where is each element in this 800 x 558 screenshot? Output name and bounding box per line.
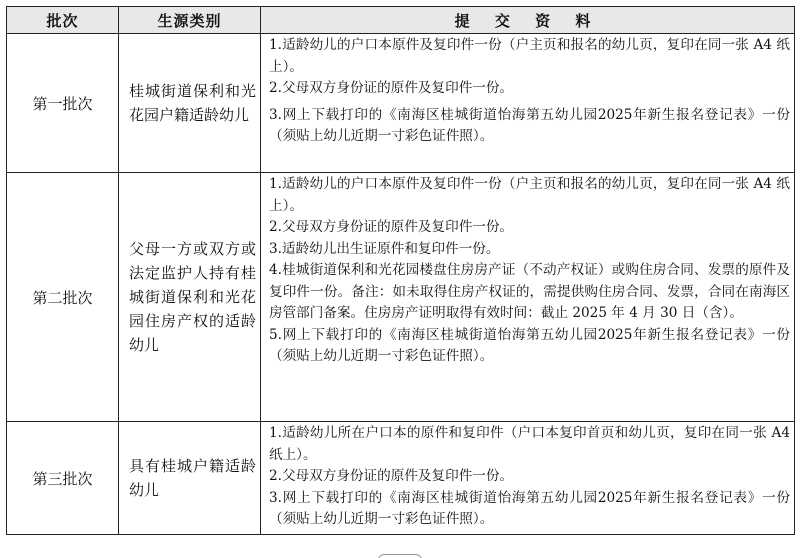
cropped-button-outline bbox=[378, 554, 422, 558]
material-item: 2.父母双方身份证的原件及复印件一份。 bbox=[269, 219, 514, 235]
batch-cell: 第一批次 bbox=[7, 34, 119, 173]
material-item: 4.桂城街道保利和光花园楼盘住房房产证（不动产权证）或购住房合同、发票的原件及复印件一份。备注：如未取得住房产权证的，需提供购住房合同、发票，合同在南海区房管部门备案。住房房产证明取得有效时间：截止 2025 年 4 月 30 日（含）。 bbox=[269, 262, 790, 321]
material-item: 5.网上下载打印的《南海区桂城街道怡海第五幼儿园2025年新生报名登记表》一份（须贴上幼儿近期一寸彩色证件照）。 bbox=[269, 326, 790, 364]
source-category-cell: 父母一方或双方或法定监护人持有桂城街道保利和光花园住房产权的适龄幼儿 bbox=[119, 173, 261, 422]
material-item: 1.适龄幼儿所在户口本的原件和复印件（户口本复印首页和幼儿页，复印在同一张 A4 纸上）。 bbox=[269, 425, 790, 463]
material-item: 3.适龄幼儿出生证原件和复印件一份。 bbox=[269, 240, 500, 257]
materials-cell bbox=[261, 34, 795, 173]
header-batch: 批次 bbox=[7, 7, 119, 34]
materials-cell bbox=[261, 422, 795, 535]
materials-cell bbox=[261, 173, 795, 422]
batch-cell: 第二批次 bbox=[7, 173, 119, 422]
enrollment-materials-table bbox=[6, 6, 795, 535]
material-item: 1.适龄幼儿的户口本原件及复印件一份（户主页和报名的幼儿页，复印在同一张 A4 纸上）。 bbox=[269, 37, 790, 75]
table-row bbox=[7, 34, 795, 173]
material-item: 2.父母双方身份证的原件及复印件一份。 bbox=[269, 80, 514, 96]
source-category-cell: 具有桂城户籍适龄幼儿 bbox=[119, 422, 261, 535]
material-item: 3.网上下载打印的《南海区桂城街道怡海第五幼儿园2025年新生报名登记表》一份（须贴上幼儿近期一寸彩色证件照）。 bbox=[269, 489, 790, 527]
table-header-row bbox=[7, 7, 795, 34]
batch-cell: 第三批次 bbox=[7, 422, 119, 535]
material-item: 1.适龄幼儿的户口本原件及复印件一份（户主页和报名的幼儿页，复印在同一张 A4 纸上）。 bbox=[269, 176, 790, 214]
source-category-cell: 桂城街道保利和光花园户籍适龄幼儿 bbox=[119, 34, 261, 173]
material-item: 3.网上下载打印的《南海区桂城街道怡海第五幼儿园2025年新生报名登记表》一份（须贴上幼儿近期一寸彩色证件照）。 bbox=[269, 106, 790, 144]
table-row bbox=[7, 173, 795, 422]
material-item: 2.父母双方身份证的原件及复印件一份。 bbox=[269, 468, 514, 484]
table-row bbox=[7, 422, 795, 535]
cropped-footer-text bbox=[0, 552, 800, 558]
header-materials: 提 交 资 料 bbox=[261, 7, 795, 34]
header-source-category: 生源类别 bbox=[119, 7, 261, 34]
